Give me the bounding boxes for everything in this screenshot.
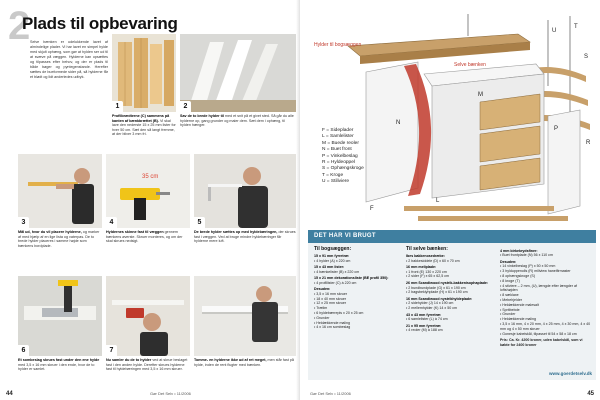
- legend-item: L = Samlelister: [322, 134, 354, 140]
- letter-r: R: [586, 140, 591, 146]
- step-3-photo: [18, 154, 102, 228]
- step-7-badge: 7: [106, 345, 117, 356]
- diagram-label-shelf: Hylder til bogsæggen: [314, 42, 362, 48]
- step-2-badge: 2: [180, 101, 191, 112]
- step-5-photo: [194, 154, 296, 228]
- step-1-badge: 1: [112, 101, 123, 112]
- step-1-photo: [112, 34, 176, 112]
- letter-l: L: [436, 198, 440, 204]
- step-5-caption: De brede hylder sættes op med hyldebæringen, der skrues fast i væggen. Ved at bruge mindre hyldebæringer får hylderne mere luft.: [194, 230, 296, 244]
- step-6-caption: Et sombeslag skrues fast under den ene hylde med 3,5 x 16 mm skruer i den ende, hvor de to hylder er samlet.: [18, 358, 100, 372]
- price-note: Pris: Ca. Kr. 4200 kroner, uden kabelskål, som vi købte for 2400 kroner: [500, 338, 583, 348]
- legend-item: P = Vinkelbeslag: [322, 153, 358, 159]
- article-number: 2: [8, 4, 31, 48]
- letter-u: U: [552, 28, 557, 34]
- diagram-legend: [322, 128, 364, 186]
- legend-item: N = Buet front: [322, 147, 352, 153]
- step-5-badge: 5: [194, 217, 205, 228]
- step-6-photo: [18, 276, 102, 356]
- step-3-badge: 3: [18, 217, 29, 228]
- letter-f: F: [370, 206, 374, 212]
- materials-col-bench: Til selve bænken: Ibes bakkenosedræbe: • 2 bakkesiddele (D) x 60 x 70 cm 16 mm meliplade: • 1 front (E) 130 x 220 cm • 2 sider (F) x 65 x 62,5 cm 26 mm Scandiwood nystrik-bakkenisophaplade: • 2 bundbundplade (G) x 61 x 190 cm • 2 bagsbeklyhplade (H) x 61 x 190 cm 16 mm Scandiwood nystrikhyldeplade: • 2 sidehylder (J) 14 x 190 cm • 2 mellemhylder (K) 14 x 50 cm 43 x 43 mm fyrretræ: • 6 samlelister (L) à 74 cm 21 x 95 mm fyrretræ: • 4 reoler (M) à 188 cm: [406, 247, 496, 333]
- exploded-diagram: [308, 6, 596, 228]
- step-2-caption: Sav de to brede hylder til med et snit på et givet sted. Så går du alle hylderne op, gang grunder og maler dem. Sæt dem i ophæng, til hylden hænger.: [180, 114, 294, 128]
- legend-item: M = Buede reoler: [322, 140, 359, 146]
- footer-right: Gør Det Selv • 11/2006: [310, 391, 351, 396]
- intro-text: Selve bænken er udelukkende lavet af almindelige plader. Vi har lavet en simpel hylde med skjult ophæng, som gør at hylden ser ud til at svæve på væggen. Hylderne kan opsættes og tilpasses efter behov, og der er plads til både bøger og pyntegenstande. Herefter sættes de bueformede sider på, så hylderne får et blødt og lidt anderledes udtryk.: [30, 40, 108, 79]
- footer-left: Gør Det Selv • 11/2006: [150, 391, 191, 396]
- legend-item: F = Sideplader: [322, 128, 354, 133]
- materials-col-extra: 4 mm birkekrydsfiner: • Buet frontplade (N) 56 x 110 cm Desuden: • 14 vinkelbeslag (P) x 50 x 50 mm • 3 hylduppenolls (R) miliview hanelfirmaster • 8 ophængskroge (S) • 8 kroge (T) • 4 stiviere – 2 mm, (U), længde efter længder af loftshøjden • 8 sæklaxe • Mebehjelder • Heldækkende malesalt • Spritbebde • Grunder • Heldækkende maling • 3,5 x 16 mm, 4 x 20 mm, 4 x 25 mm, 4 x 30 mm, 4 x 40 mm og 4 x 50 mm skruer • Gonesje kabelskål, tilpasset til 54 x 58 x 18 cm Pris: Ca. Kr. 4200 kroner, uden kabelskål, som vi købte for 2400 kroner: [500, 247, 592, 348]
- page-number-right: 45: [587, 391, 594, 397]
- letter-m: M: [478, 92, 483, 98]
- letter-s: S: [584, 54, 589, 60]
- legend-item: R = Hyldeoppel: [322, 160, 355, 166]
- step-3-caption: Mål ud, hvor du vil placere hylderne, og marker af med hjælp af en lige lista og vaterpas. De to brede hylder placeres i samme højde som bænkens bordplade.: [18, 230, 100, 248]
- step-4-caption: Hyldernes skinne fast til væggen gennem bænkens øverste. Skruer monteres, og om der skal skrues nedsigt.: [106, 230, 183, 244]
- materials-header: DET HAR VI BRUGT: [308, 230, 596, 243]
- step-6-badge: 6: [18, 345, 29, 356]
- legend-item: S = Ophængskroge: [322, 166, 364, 172]
- diagram-label-bench: Selve bænken: [454, 62, 486, 68]
- materials-col-shelf: Til bogsæggen: 15 x 91 mm fyrretræ: • 4 hylder (A) x 220 cm 15 x 43 mm lister: • 4 bænkelister (B) x 220 cm 15 x 21 mm dekorationsliste (BE profil 350): • 4 profillister (C) à 220 cm Desuden: • 3,5 x 16 mm skruer • 18 x 40 mm skruer • 12 x 25 mm skruer • Trælim • 6 hyldebærrepls x 20 x 25 cm • Grunder • Heldækkende maling • 4 x 16 cm sombeslag: [314, 247, 402, 330]
- step-7-caption: Nu samler du de to hylder ved at skrue beslaget fast i den anden hylde. Derefter skrues hylderne fast til hyldebæringen med 3,5 x 16 mm skruer.: [106, 358, 188, 372]
- letter-t: T: [574, 24, 578, 30]
- letter-p: P: [554, 126, 559, 132]
- legend-item: U = Stiliviere: [322, 179, 350, 185]
- step-8-photo: [194, 276, 296, 356]
- legend-item: T = Kroge: [322, 172, 344, 178]
- step-8-caption: Tomme- en hylderne ikke ud af ret meget, men står fast på hylde, inden de rent flugter med bænken.: [194, 358, 294, 367]
- website-link[interactable]: www.goerdetselv.dk: [548, 371, 592, 376]
- step-1-caption: Profilbrædterne (C) sammens på kanten af bænkbrættet (B). Vi skal lave den nederste 15 x 25 mm lister for hver 50 cm. Sæt den så langt fremme, at der bliver 3 mm fri.: [112, 114, 176, 137]
- page-number-left: 44: [6, 391, 13, 397]
- svg-text:35 cm: 35 cm: [142, 174, 159, 180]
- step-4-photo: [106, 154, 190, 228]
- step-2-photo: [180, 34, 296, 112]
- step-7-photo: [106, 276, 190, 356]
- right-page: [300, 0, 600, 400]
- page-title: Plads til opbevaring: [22, 14, 178, 33]
- materials-box: [308, 230, 596, 380]
- step-4-badge: 4: [106, 217, 117, 228]
- letter-n: N: [396, 120, 401, 126]
